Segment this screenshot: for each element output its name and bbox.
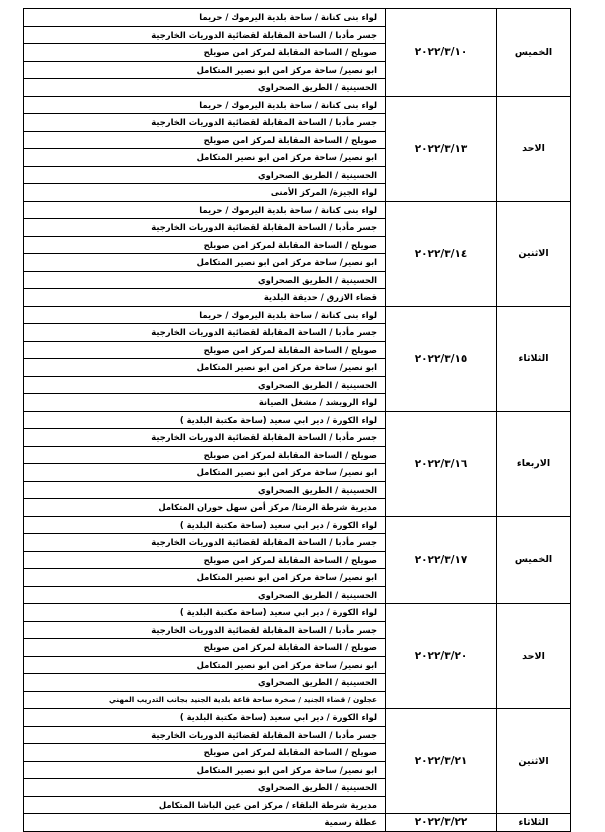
date-cell: ٢٠٢٢/٣/١٣ [386, 96, 497, 201]
schedule-table [23, 8, 571, 832]
location-cell: لواء بنى كنانة / ساحة بلدية اليرموك / حريما [24, 96, 386, 114]
location-cell: الحسينية / الطريق الصحراوي [24, 166, 386, 184]
date-cell: ٢٠٢٢/٣/١٧ [386, 516, 497, 604]
location-cell: صويلح / الساحة المقابلة لمركز امن صويلح [24, 236, 386, 254]
location-cell: الحسينية / الطريق الصحراوي [24, 674, 386, 692]
location-cell: لواء الكورة / دير ابي سعيد (ساحة مكتبة البلدية ) [24, 411, 386, 429]
date-cell: ٢٠٢٢/٣/١٤ [386, 201, 497, 306]
location-cell: جسر مأدبا / الساحة المقابلة لقضائية الدوريات الخارجية [24, 534, 386, 552]
location-cell: جسر مأدبا / الساحة المقابلة لقضائية الدوريات الخارجية [24, 26, 386, 44]
schedule-row [24, 516, 571, 534]
day-cell: الاحد [497, 604, 571, 709]
location-cell: صويلح / الساحة المقابلة لمركز امن صويلح [24, 551, 386, 569]
schedule-row [24, 411, 571, 429]
day-cell: الاثنين [497, 709, 571, 814]
location-cell: جسر مأدبا / الساحة المقابلة لقضائية الدوريات الخارجية [24, 219, 386, 237]
location-cell: ابو نصير/ ساحة مركز امن ابو نصير المتكامل [24, 61, 386, 79]
day-cell: الخميس [497, 9, 571, 97]
location-cell: لواء بنى كنانة / ساحة بلدية اليرموك / حريما [24, 201, 386, 219]
location-cell: ابو نصير/ ساحة مركز امن ابو نصير المتكامل [24, 569, 386, 587]
day-cell: الاحد [497, 96, 571, 201]
location-cell: صويلح / الساحة المقابلة لمركز امن صويلح [24, 341, 386, 359]
date-cell: ٢٠٢٢/٣/٢٢ [386, 814, 497, 832]
location-cell: جسر مأدبا / الساحة المقابلة لقضائية الدوريات الخارجية [24, 621, 386, 639]
day-cell: الثلاثاء [497, 306, 571, 411]
date-cell: ٢٠٢٢/٣/١٠ [386, 9, 497, 97]
location-cell: لواء الكورة / دير ابي سعيد (ساحة مكتبة البلدية ) [24, 516, 386, 534]
location-cell: مديرية شرطة البلقاء / مركز امن عين الباشا المتكامل [24, 796, 386, 814]
location-cell: ابو نصير/ ساحة مركز امن ابو نصير المتكامل [24, 149, 386, 167]
location-cell: عجلون / قضاء الجنيد / صخرة ساحة قاعة بلدية الجنيد بجانب التدريب المهني [24, 691, 386, 709]
schedule-row [24, 306, 571, 324]
schedule-row [24, 604, 571, 622]
date-cell: ٢٠٢٢/٣/١٥ [386, 306, 497, 411]
location-cell: صويلح / الساحة المقابلة لمركز امن صويلح [24, 44, 386, 62]
location-cell: صويلح / الساحة المقابلة لمركز امن صويلح [24, 446, 386, 464]
schedule-row [24, 709, 571, 727]
location-cell: الحسينية / الطريق الصحراوي [24, 271, 386, 289]
location-cell: صويلح / الساحة المقابلة لمركز امن صويلح [24, 639, 386, 657]
schedule-row [24, 201, 571, 219]
location-cell: جسر مأدبا / الساحة المقابلة لقضائية الدوريات الخارجية [24, 726, 386, 744]
day-cell: الاربعاء [497, 411, 571, 516]
location-cell: قضاء الازرق / حديقة البلدية [24, 289, 386, 307]
location-cell: جسر مأدبا / الساحة المقابلة لقضائية الدوريات الخارجية [24, 114, 386, 132]
location-cell: مديرية شرطة الرمثا/ مركز أمن سهل حوران المتكامل [24, 499, 386, 517]
location-cell: صويلح / الساحة المقابلة لمركز امن صويلح [24, 744, 386, 762]
location-cell: جسر مأدبا / الساحة المقابلة لقضائية الدوريات الخارجية [24, 324, 386, 342]
schedule-row [24, 9, 571, 27]
location-cell: الحسينية / الطريق الصحراوي [24, 376, 386, 394]
location-cell: جسر مأدبا / الساحة المقابلة لقضائية الدوريات الخارجية [24, 429, 386, 447]
date-cell: ٢٠٢٢/٣/٢١ [386, 709, 497, 814]
location-cell: لواء بنى كنانة / ساحة بلدية اليرموك / حريما [24, 9, 386, 27]
day-cell: الثلاثاء [497, 814, 571, 832]
location-cell: ابو نصير/ ساحة مركز امن ابو نصير المتكامل [24, 359, 386, 377]
schedule-row [24, 96, 571, 114]
location-cell: لواء الرويشد / مشغل الصيانة [24, 394, 386, 412]
location-cell: الحسينية / الطريق الصحراوي [24, 779, 386, 797]
schedule-body [24, 9, 571, 832]
location-cell: ابو نصير/ ساحة مركز امن ابو نصير المتكامل [24, 656, 386, 674]
location-cell: الحسينية / الطريق الصحراوي [24, 79, 386, 97]
location-cell: صويلح / الساحة المقابلة لمركز امن صويلح [24, 131, 386, 149]
day-cell: الاثنين [497, 201, 571, 306]
date-cell: ٢٠٢٢/٣/٢٠ [386, 604, 497, 709]
day-cell: الخميس [497, 516, 571, 604]
date-cell: ٢٠٢٢/٣/١٦ [386, 411, 497, 516]
location-cell: لواء الكورة / دير ابي سعيد (ساحة مكتبة البلدية ) [24, 709, 386, 727]
location-cell: ابو نصير/ ساحة مركز امن ابو نصير المتكامل [24, 464, 386, 482]
location-cell: عطلة رسمية [24, 814, 386, 832]
location-cell: لواء الكورة / دير ابي سعيد (ساحة مكتبة البلدية ) [24, 604, 386, 622]
location-cell: ابو نصير/ ساحة مركز امن ابو نصير المتكامل [24, 761, 386, 779]
location-cell: لواء بنى كنانة / ساحة بلدية اليرموك / حريما [24, 306, 386, 324]
location-cell: الحسينية / الطريق الصحراوي [24, 586, 386, 604]
location-cell: لواء الجيزة/ المركز الأمنى [24, 184, 386, 202]
location-cell: ابو نصير/ ساحة مركز امن ابو نصير المتكامل [24, 254, 386, 272]
schedule-row [24, 814, 571, 832]
location-cell: الحسينية / الطريق الصحراوي [24, 481, 386, 499]
